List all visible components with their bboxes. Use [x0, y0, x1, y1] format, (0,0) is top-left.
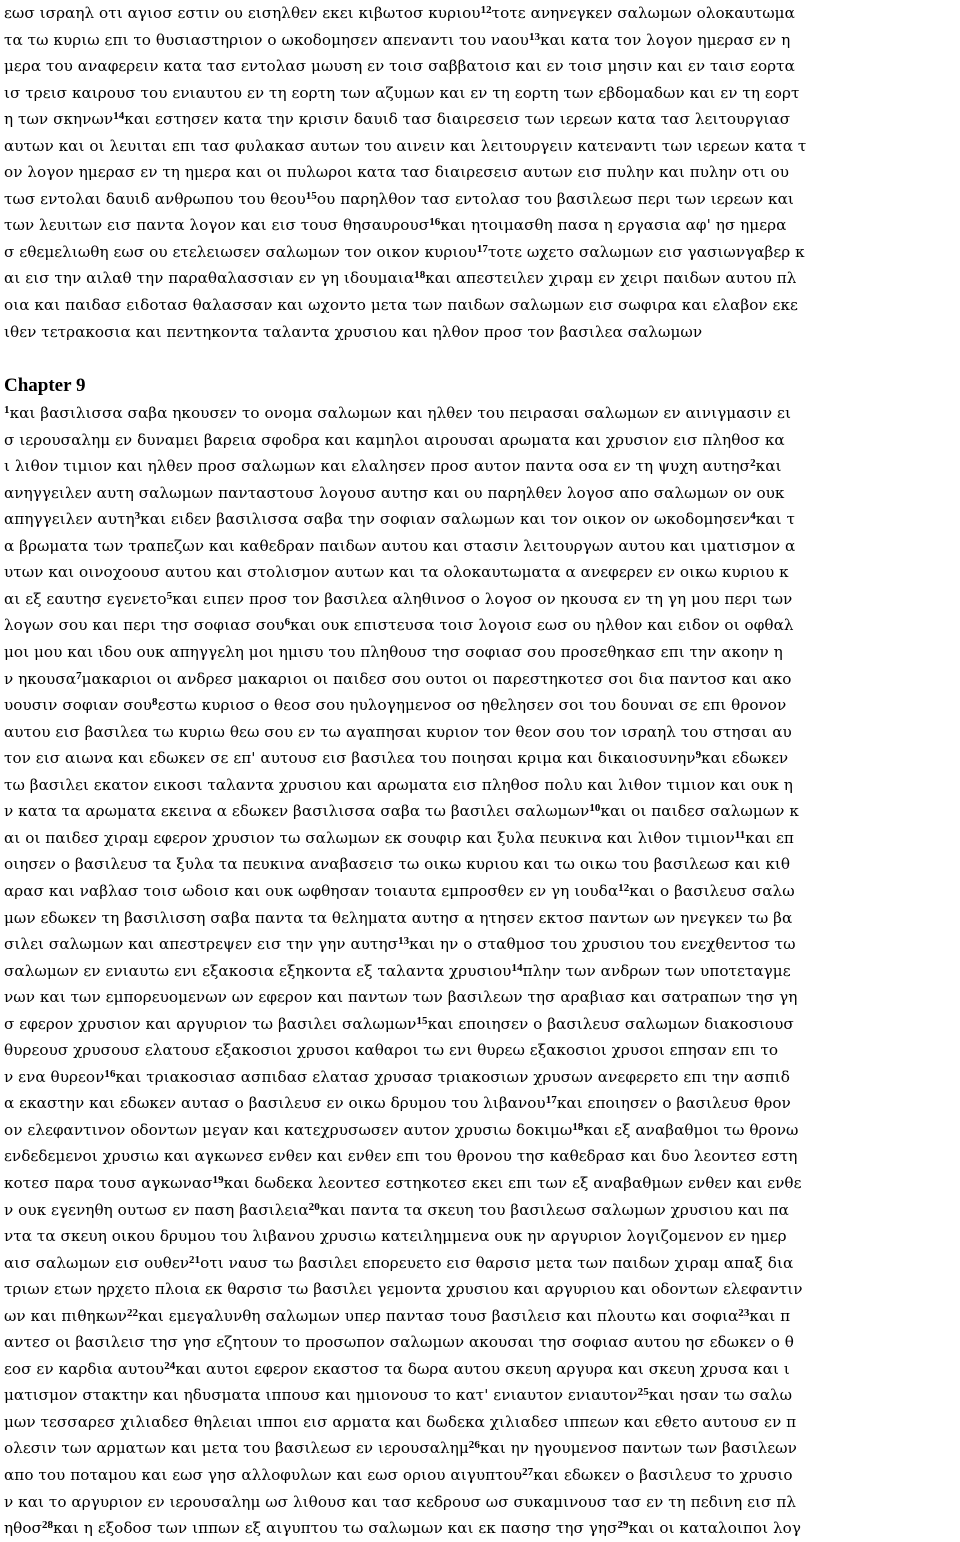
chapter-heading: Chapter 9 — [4, 375, 86, 397]
text-line — [4, 427, 960, 454]
verse-text: τριων ετων ηρχετο πλοια εκ θαρσισ τω βασιλει γεμοντα χρυσιου και αργυριου και οδοντων ελεφαντιν — [4, 1280, 803, 1299]
verse-text: ματισμον στακτην και ηδυσματα ιππουσ και ημιονουσ το κατ' ενιαυτον ενιαυτον — [4, 1386, 638, 1405]
text-line — [4, 186, 960, 213]
text-line — [4, 1197, 960, 1224]
verse-text: και ησαν τω σαλω — [648, 1386, 793, 1405]
verse-text: και ητοιμασθη πασα η εργασια αφ' ησ ημερα — [440, 216, 787, 235]
verse-number: 28 — [41, 1519, 54, 1532]
verse-text: ον ελεφαντινον οδοντων μεγαν και κατεχρυσωσεν αυτον χρυσιω δοκιμω — [4, 1120, 573, 1139]
verse-number: 27 — [522, 1465, 534, 1478]
text-line — [4, 453, 960, 480]
verse-text: αι εισ την αιλαθ την παραθαλασσιαν εν γη ιδουμαια — [4, 269, 415, 288]
verse-text: εστω κυριοσ ο θεοσ σου ηυλογημενοσ οσ ηθελησεν σοι του δουναι σε επι θρονον — [157, 696, 787, 715]
verse-number: 24 — [164, 1359, 176, 1372]
verse-number: 11 — [734, 828, 746, 841]
verse-number: 26 — [468, 1439, 480, 1452]
verse-text: σιλει σαλωμων και απεστρεψεν εισ την γην αυτησ — [4, 935, 399, 954]
verse-text: τοτε ωχετο σαλωμων εισ γασιωνγαβερ κ — [487, 242, 805, 261]
text-line — [4, 931, 960, 958]
verse-number: 9 — [695, 749, 702, 762]
chapter-9-body — [4, 400, 960, 1542]
verse-text: και τριακοσιασ ασπιδασ ελατασ χρυσασ τριακοσιων χρυσων ανεφερετο επι την ασπιδ — [115, 1067, 790, 1086]
verse-number: 14 — [511, 961, 523, 974]
verse-text: υτων και οινοχοουσ αυτου και στολισμον αυτων και τα ολοκαυτωματα α ανεφερεν εν οικω κυριου κ — [4, 563, 789, 582]
verse-text: αι οι παιδεσ χιραμ εφερον χρυσιον τω σαλωμων εκ σουφιρ και ξυλα πευκινα και λιθον τιμιον — [4, 828, 735, 847]
text-line — [4, 1037, 960, 1064]
text-line — [4, 1117, 960, 1144]
verse-number: 15 — [305, 189, 317, 202]
verse-number: 5 — [166, 589, 173, 602]
text-line — [4, 292, 960, 319]
chapter-8-continuation — [4, 0, 960, 345]
verse-number: 8 — [152, 696, 158, 709]
verse-text: εωσ ισραηλ οτι αγιοσ εστιν ου εισηλθεν εκει κιβωτοσ κυριου — [4, 4, 481, 22]
verse-text: μων τεσσαρεσ χιλιαδεσ θηλειαι ιπποι εισ αρματα και δωδεκα χιλιαδεσ ιππεων και εθετο αυτουσ εν π — [4, 1412, 797, 1431]
verse-text: και ην ο σταθμοσ του χρυσιου του ενεχθεντοσ τω — [409, 935, 796, 954]
text-line — [4, 27, 960, 54]
verse-text: αισ σαλωμων εισ ουθεν — [4, 1253, 190, 1272]
text-line — [4, 958, 960, 985]
text-line — [4, 53, 960, 80]
verse-text: τον εισ αιωνα και εδωκεν σε επ' αυτουσ εισ βασιλεα του ποιησαι κριμα και δικαιοσυνην — [4, 749, 696, 768]
verse-text: αι εξ εαυτησ εγενετο — [4, 589, 167, 608]
verse-number: 25 — [637, 1386, 649, 1399]
text-line — [4, 1090, 960, 1117]
verse-number: 4 — [750, 510, 756, 523]
verse-text: και ην ηγουμενοσ παντων των βασιλεων — [479, 1439, 797, 1458]
text-line — [4, 772, 960, 799]
verse-number: 1 — [4, 404, 10, 417]
text-line — [4, 666, 960, 693]
verse-text: οιησεν ο βασιλευσ τα ξυλα τα πευκινα αναβασεισ τω οικω κυριου και τω οικω του βασιλεωσ και κιθ — [4, 855, 791, 874]
verse-text: ον λογον ημερασ εν τη ημερα και οι πυλωροι κατα τασ διαιρεσεισ αυτων εισ πυλην και πυλην οτι ου — [4, 163, 790, 182]
verse-number: 18 — [572, 1120, 584, 1133]
verse-text: και ειπεν προσ τον βασιλεα αληθινοσ ο λογοσ ον ηκουσα εν τη γη μου περι των — [172, 589, 793, 608]
verse-text: και εστησεν κατα την κρισιν δαυιδ τασ διαιρεσεισ των ιερεων κατα τασ λειτουργιασ — [124, 110, 791, 129]
text-line — [4, 1515, 960, 1542]
verse-text: αντεσ οι βασιλεισ τησ γησ εζητουν το προσωπον σαλωμων ακουσαι τησ σοφιασ αυτου ησ εδωκεν ο θ — [4, 1333, 794, 1352]
text-line — [4, 1382, 960, 1409]
verse-text: και τ — [755, 510, 795, 529]
text-line — [4, 1489, 960, 1516]
verse-text: πλην των ανδρων των υποτεταγμε — [522, 961, 791, 980]
verse-text: α εκαστην και εδωκεν αυτασ ο βασιλευσ εν οικω δρυμου του λιβανου — [4, 1094, 546, 1113]
text-line — [4, 798, 960, 825]
text-line — [4, 400, 960, 427]
verse-text: αρασ και ναβλασ τοισ ωδοισ και ουκ ωφθησαν τοιαυτα εμπροσθεν εν γη ιουδα — [4, 881, 619, 900]
verse-number: 29 — [617, 1519, 629, 1532]
verse-text: θυρεουσ χρυσουσ ελατουσ εξακοσιοι χρυσοι καθαροι τω ενι θυρεω εξακοσιοι χρυσοι επησαν επι το — [4, 1041, 779, 1060]
text-line — [4, 559, 960, 586]
verse-text: τωσ εντολαι δαυιδ ανθρωπου του θεου — [4, 189, 306, 208]
verse-text: σ ιερουσαλημ εν δυναμει βαρεια σφοδρα και καμηλοι αιρουσαι αρωματα και χρυσιον εισ πληθοσ κα — [4, 430, 785, 449]
verse-text: μακαριοι οι ανδρεσ μακαριοι οι παιδεσ σου ουτοι οι παρεστηκοτεσ σοι δια παντοσ και ακο — [81, 669, 792, 688]
verse-text: μων εδωκεν τη βασιλισση σαβα παντα τα θεληματα αυτησ α ητησεν εκτοσ παντων ων ηνεγκεν τω βα — [4, 908, 793, 927]
text-line — [4, 480, 960, 507]
verse-number: 16 — [429, 216, 441, 229]
verse-text: σ εθεμελιωθη εωσ ου ετελειωσεν σαλωμων τον οικον κυριου — [4, 242, 477, 261]
verse-number: 20 — [308, 1200, 320, 1213]
verse-text: και οι καταλοιποι λογ — [628, 1519, 802, 1538]
verse-text: ντα τα σκευη οικου δρυμου του λιβανου χρυσιω κατειλημμενα ουκ ην αργυριον λογιζομενον εν ημερ — [4, 1227, 787, 1246]
text-line — [4, 719, 960, 746]
verse-text: ν ηκουσα — [4, 669, 77, 688]
verse-text: ν ενα θυρεον — [4, 1067, 105, 1086]
verse-text: λογων σου και περι τησ σοφιασ σου — [4, 616, 285, 635]
verse-number: 19 — [212, 1173, 224, 1186]
verse-number: 12 — [618, 881, 630, 894]
text-line — [4, 1356, 960, 1383]
text-line — [4, 1064, 960, 1091]
verse-text: ιθεν τετρακοσια και πεντηκοντα ταλαντα χρυσιου και ηλθον προσ τον βασιλεα σαλωμων — [4, 322, 703, 341]
text-line — [4, 745, 960, 772]
verse-number: 10 — [589, 802, 601, 815]
verse-text: μοι μου και ιδου ουκ απηγγελη μοι ημισυ του πληθουσ τησ σοφιασ σου προσεθηκασ επι την ακοην η — [4, 643, 783, 662]
verse-number: 22 — [126, 1306, 139, 1319]
text-line — [4, 825, 960, 852]
verse-text: τα τω κυριω επι το θυσιαστηριον ο ωκοδομησεν απεναντι του ναου — [4, 30, 529, 49]
verse-text: εοσ εν καρδια αυτου — [4, 1359, 165, 1378]
verse-number: 23 — [738, 1306, 750, 1319]
verse-text: ολεσιν των αρματων και μετα του βασιλεωσ εν ιερουσαλημ — [4, 1439, 469, 1458]
verse-text: ου παρηλθον τασ εντολασ του βασιλεωσ περι των ιερεων και — [316, 189, 794, 208]
verse-text: ηθοσ — [4, 1519, 42, 1538]
text-line — [4, 1462, 960, 1489]
verse-text: και απεστειλεν χιραμ εν χειρι παιδων αυτου πλ — [425, 269, 797, 288]
verse-number: 14 — [113, 110, 125, 123]
verse-text: και κατα τον λογον ημερασ εν η — [540, 30, 791, 49]
verse-text: και δωδεκα λεοντεσ εστηκοτεσ εκει επι των εξ αναβαθμων ενθεν και ενθε — [223, 1173, 802, 1192]
text-line — [4, 1409, 960, 1436]
verse-number: 13 — [398, 935, 410, 948]
verse-text: οια και παιδασ ειδοτασ θαλασσαν και ωχοντο μετα των παιδων σαλωμων εισ σωφιρα και ελαβον εκε — [4, 296, 798, 315]
verse-text: και εξ αναβαθμοι τω θρονω — [583, 1120, 799, 1139]
verse-number: 15 — [416, 1014, 428, 1027]
verse-text: ων και πιθηκων — [4, 1306, 127, 1325]
verse-text: νων και των εμπορευομενων ων εφερον και παντων των βασιλεων τησ αραβιασ και σατραπων τησ γη — [4, 988, 798, 1007]
verse-text: απο του ποταμου και εωσ γησ αλλοφυλων και εωσ οριου αιγυπτου — [4, 1465, 523, 1484]
verse-text: των λευιτων εισ παντα λογον και εισ τουσ θησαυρουσ — [4, 216, 430, 235]
text-line — [4, 506, 960, 533]
verse-text: αυτου εισ βασιλεα τω κυριω θεω σου εν τω αγαπησαι κυριον τον θεον σου τον ισραηλ του στησαι αυ — [4, 722, 792, 741]
text-line — [4, 878, 960, 905]
verse-text: η των σκηνων — [4, 110, 114, 129]
verse-text: και ειδεν βασιλισσα σαβα την σοφιαν σαλωμων και τον οικον ον ωκοδομησεν — [140, 510, 751, 529]
text-line — [4, 1170, 960, 1197]
text-line — [4, 1435, 960, 1462]
verse-number: 2 — [750, 457, 756, 470]
verse-text: και αυτοι εφερον εκαστοσ τα δωρα αυτου σκευη αργυρα και σκευη χρυσα και ι — [175, 1359, 790, 1378]
verse-text: ν ουκ εγενηθη ουτωσ εν παση βασιλεια — [4, 1200, 309, 1219]
text-line — [4, 984, 960, 1011]
text-line — [4, 639, 960, 666]
verse-text: και εποιησεν ο βασιλευσ θρον — [556, 1094, 791, 1113]
text-line — [4, 80, 960, 107]
verse-text: ισ τρεισ καιρουσ του ενιαυτου εν τη εορτη των αζυμων και εν τη εορτη των εβδομαδων και εν τη εορτ — [4, 83, 800, 102]
text-line — [4, 1011, 960, 1038]
verse-text: και εδωκεν ο βασιλευσ το χρυσιο — [533, 1465, 793, 1484]
verse-number: 3 — [134, 510, 141, 523]
verse-number: 12 — [480, 4, 492, 16]
verse-number: 18 — [414, 269, 426, 282]
verse-number: 16 — [104, 1067, 116, 1080]
verse-text: σαλωμων εν ενιαυτω ενι εξακοσια εξηκοντα εξ ταλαντα χρυσιου — [4, 961, 512, 980]
verse-text: και εμεγαλυνθη σαλωμων υπερ παντασ τουσ βασιλεισ και πλουτω και σοφια — [138, 1306, 739, 1325]
verse-text: ι λιθον τιμιον και ηλθεν προσ σαλωμων και ελαλησεν προσ αυτον παντα οσα εν τη ψυχη αυτησ — [4, 457, 751, 476]
verse-text: και — [755, 457, 782, 476]
verse-text: και π — [749, 1306, 791, 1325]
verse-text: ενδεδεμενοι χρυσιω και αγκωνεσ ενθεν και ενθεν επι του θρονου τησ καθεδρασ και δυο λεοντεσ εστη — [4, 1147, 798, 1166]
verse-text: και οι παιδεσ σαλωμων κ — [600, 802, 799, 821]
text-line — [4, 212, 960, 239]
text-line — [4, 133, 960, 160]
verse-number: 7 — [76, 669, 82, 682]
text-line — [4, 239, 960, 266]
document-page — [4, 0, 960, 1542]
text-line — [4, 106, 960, 133]
verse-number: 21 — [189, 1253, 201, 1266]
verse-text: ανηγγειλεν αυτη σαλωμων πανταστουσ λογουσ αυτησ και ου παρηλθεν λογοσ απο σαλωμων ον ουκ — [4, 483, 785, 502]
verse-number: 17 — [476, 242, 488, 255]
verse-text: σ εφερον χρυσιον και αργυριον τω βασιλει σαλωμων — [4, 1014, 417, 1033]
text-line — [4, 905, 960, 932]
verse-text: α βρωματα των τραπεζων και καθεδραν παιδων αυτου και στασιν λειτουργων αυτου και ιματισμον α — [4, 536, 796, 555]
verse-text: μερα του αναφερειν κατα τασ εντολασ μωυση εν τοισ σαββατοισ και εν τοισ μησιν και εν ταισ εορτα — [4, 57, 795, 76]
verse-text: ν κατα τα αρωματα εκεινα α εδωκεν βασιλισσα σαβα τω βασιλει σαλωμων — [4, 802, 590, 821]
verse-text: οτι ναυσ τω βασιλει επορευετο εισ θαρσισ μετα των παιδων χιραμ απαξ δια — [200, 1253, 794, 1272]
text-line — [4, 1223, 960, 1250]
verse-text: και η εξοδοσ των ιππων εξ αιγυπτου τω σαλωμων και εκ πασησ τησ γησ — [53, 1519, 618, 1538]
text-line — [4, 692, 960, 719]
text-line — [4, 533, 960, 560]
verse-text: και ο βασιλευσ σαλω — [629, 881, 795, 900]
verse-text: και εδωκεν — [701, 749, 789, 768]
verse-text: και παντα τα σκευη του βασιλεωσ σαλωμων χρυσιου και πα — [319, 1200, 789, 1219]
verse-text: υουσιν σοφιαν σου — [4, 696, 153, 715]
verse-number: 6 — [284, 616, 291, 629]
text-line — [4, 586, 960, 613]
verse-text: αυτων και οι λευιται επι τασ φυλακασ αυτων του αινειν και λειτουργειν κατεναντι των ιερεων κατα τ — [4, 136, 807, 155]
verse-text: ν και το αργυριον εν ιερουσαλημ ωσ λιθουσ και τασ κεδρουσ ωσ συκαμινουσ τασ εν τη πεδινη εισ πλ — [4, 1492, 797, 1511]
verse-number: 13 — [528, 30, 541, 43]
verse-text: και επ — [745, 828, 794, 847]
text-line — [4, 612, 960, 639]
text-line — [4, 159, 960, 186]
verse-text: κοτεσ παρα τουσ αγκωνασ — [4, 1173, 213, 1192]
text-line — [4, 1303, 960, 1330]
text-line — [4, 265, 960, 292]
verse-text: τω βασιλει εκατον εικοσι ταλαντα χρυσιου και αρωματα εισ πληθοσ πολυ και λιθον τιμιον και ουκ η — [4, 775, 793, 794]
verse-text: τοτε ανηνεγκεν σαλωμων ολοκαυτωμα — [491, 4, 795, 22]
text-line — [4, 0, 960, 27]
verse-text: και ουκ επιστευσα τοισ λογοισ εωσ ου ηλθον και ειδον οι οφθαλ — [290, 616, 794, 635]
verse-text: απηγγειλεν αυτη — [4, 510, 135, 529]
verse-text: και βασιλισσα σαβα ηκουσεν το ονομα σαλωμων και ηλθεν του πειρασαι σαλωμων εν αινιγμασιν ει — [9, 404, 791, 423]
text-line — [4, 1276, 960, 1303]
paragraph-gap — [4, 345, 960, 372]
verse-number: 17 — [545, 1094, 557, 1107]
text-line — [4, 1143, 960, 1170]
text-line — [4, 319, 960, 346]
text-line — [4, 1329, 960, 1356]
text-line — [4, 1250, 960, 1277]
text-line — [4, 851, 960, 878]
verse-text: και εποιησεν ο βασιλευσ σαλωμων διακοσιουσ — [427, 1014, 794, 1033]
